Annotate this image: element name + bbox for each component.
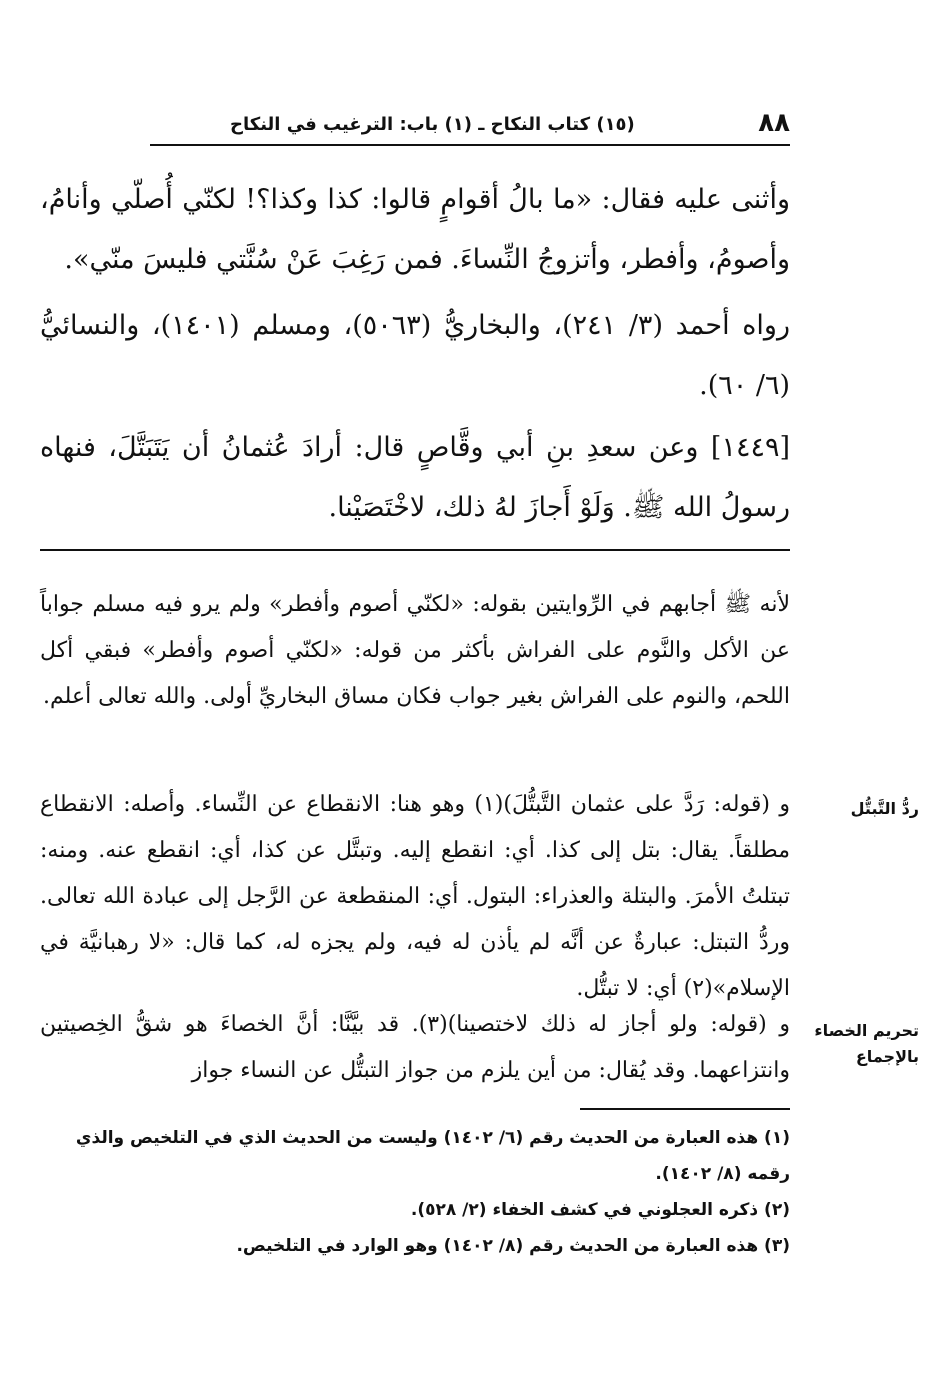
commentary-text: و (قوله: ولو أجاز له ذلك لاختصينا)(٣). قد بيَّنَّا: أنَّ الخصاءَ هو شقُّ الخِصيتين وانتزاعهما. وقد يُقال: من أين يلزم من جواز التبتُّل عن النساء جواز: [40, 1012, 790, 1083]
takhrij-text: رواه أحمد (٣/ ٢٤١)، والبخاريُّ (٥٠٦٣)، ومسلم (١٤٠١)، والنسائيُّ (٦/ ٦٠).: [40, 310, 790, 401]
commentary-text: و (قوله: رَدَّ على عثمان التَّبتُّلَ)(١) وهو هنا: الانقطاع عن النِّساء. وأصله: الانقطاع مطلقاً. يقال: بتل إلى كذا. أي: انقطع إليه. وتبتَّل عن كذا، أي: انقطع عنه. ومنه: تبتلتُ الأمرَ. والبتلة والعذراء: البتول. أي: المنقطعة عن الرَّجل إلى عبادة الله تعالى. وردُّ التبتل: عبارةٌ عن أنَّه لم يأذن له فيه، ولم يجزه له، كما قال: «لا رهبانيَّة في الإسلام»(٢) أي: لا تبتُّل.: [40, 792, 790, 1001]
margin-note-tabattul: ردُّ التَّبتُّل: [850, 799, 919, 818]
footnote-3: (٣) هذه العبارة من الحديث رقم (٨/ ١٤٠٢) وهو الوارد في التلخيص.: [236, 1236, 790, 1256]
main-separator: [40, 549, 790, 551]
footnotes: [40, 1120, 790, 1264]
hadith-text: [١٤٤٩] وعن سعدِ بنِ أبي وقَّاصٍ قال: أرادَ عُثمانُ أن يَتَبَتَّلَ، فنهاه رسولُ الله ﷺ. وَلَوْ أَجازَ لهُ ذلك، لاخْتَصَيْنا.: [40, 432, 790, 523]
footnote-2: (٢) ذكره العجلوني في كشف الخفاء (٢/ ٥٢٨).: [410, 1200, 790, 1220]
hadith-1448-tail: [40, 170, 790, 290]
page-header: [150, 104, 790, 146]
hadith-takhrij: [40, 296, 790, 416]
running-head: (١٥) كتاب النكاح ـ (١) باب: الترغيب في النكاح: [230, 114, 635, 135]
page-number: ٨٨: [758, 108, 790, 138]
footnote-separator: [580, 1108, 790, 1110]
hadith-text: وأثنى عليه فقال: «ما بالُ أقوامٍ قالوا: كذا وكذا؟! لكنّي أُصلّي وأنامُ، وأصومُ، وأفطر، وأتزوجُ النِّساءَ. فمن رَغِبَ عَنْ سُنَّتي فليسَ منّي».: [40, 184, 790, 275]
commentary-paragraph-2: [40, 782, 790, 1012]
hadith-1449: [40, 418, 790, 538]
commentary-text: لأنه ﷺ أجابهم في الرِّوايتين بقوله: «لكنّي أصوم وأفطر» ولم يرو فيه مسلم جواباً عن الأكل والنَّوم على الفراش بأكثر من قوله: «لكنّي أصوم وأفطر» فبقي أكل اللحم، والنوم على الفراش بغير جواب فكان مساق البخاريِّ أولى. والله تعالى أعلم.: [40, 592, 791, 709]
margin-note-khisa: تحريم الخصاء بالإجماع: [814, 1021, 919, 1066]
commentary-paragraph-3: [40, 1002, 790, 1094]
commentary-paragraph-1: [40, 582, 790, 720]
footnote-1: (١) هذه العبارة من الحديث رقم (٦/ ١٤٠٢) وليست من الحديث الذي في التلخيص والذي رقمه (٨/ ١٤٠٢).: [75, 1128, 790, 1184]
